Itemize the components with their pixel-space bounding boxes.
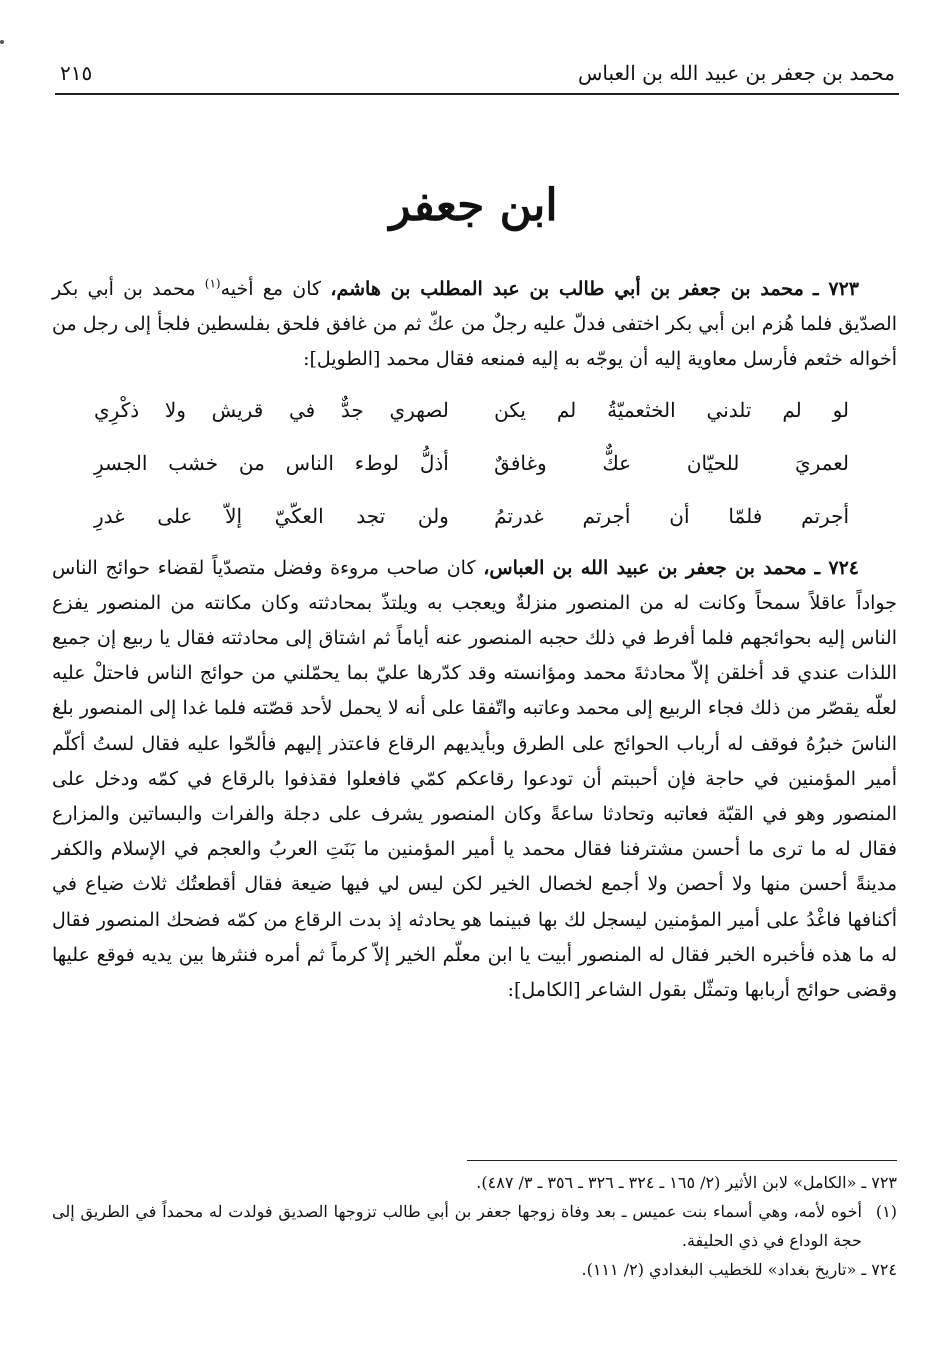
entry-723-number: ٧٢٣ ـ (813, 278, 860, 300)
footnote-ref-724: ٧٢٤ ـ «تاريخ بغداد» للخطيب البغدادي (٢/ ١١١). (581, 1260, 897, 1279)
entry-723 (52, 272, 897, 378)
entry-723-name: محمد بن جعفر بن أبي طالب بن عبد المطلب بن هاشم، (330, 278, 804, 300)
chapter-title: ابن جعفر (389, 180, 558, 231)
main-text (52, 272, 897, 1008)
page-number: ٢١٥ (60, 61, 93, 85)
footnotes (52, 1168, 897, 1284)
verse-second-hemistich: ولن تجد العكّيّ إلاّ على غدرِ (94, 503, 449, 528)
running-title: محمد بن جعفر بن عبيد الله بن العباس (577, 61, 895, 85)
verse-second-hemistich: لصهري جدٌّ في قريش ولا ذكْرِي (94, 397, 449, 422)
poem-verse (52, 490, 897, 543)
poem (52, 384, 897, 543)
entry-724-number: ٧٢٤ ـ (814, 556, 859, 579)
entry-723-text-a: كان مع أخيه (220, 278, 331, 300)
footnote-ref-723: ٧٢٣ ـ «الكامل» لابن الأثير (٢/ ١٦٥ ـ ٣٢٤ ـ ٣٢٦ ـ ٣٥٦ ـ ٣/ ٤٨٧). (476, 1173, 897, 1192)
entry-724-text: كان صاحب مروءة وفضل متصدّياً لقضاء حوائج الناس جواداً عاقلاً سمحاً وكانت له من المنصور منزلةٌ ويعجب به ويلتذّ بمحادثته وكان مكانته من المنصور يفزع الناس إليه بحوائجهم فلما أفرط في ذلك حجبه المنصور عنه أياماً ثم اشتاق إلى محادثته فقال يا ربيع إن جميع اللذات عندي قد أخلقن إلاّ محادثةَ محمد ومؤانسته وقد كدّرها عليّ بما يحمّلني من حوائج الناس فاحتلْ عليه لعلّه يقصّر من ذلك فجاء الربيع إلى محمد وعاتبه واتّفقا على أنه لا يحمل لأحد قصّته فلما غدا إلى المنصور بلغ الناسَ خبرُهُ فوقف له أرباب الحوائج على الطرق وبأيديهم الرقاع فاعتذر إليهم فألحّوا عليه فقال لستُ أكلّم أمير المؤمنين في حاجة فإن أحببتم أن تودعوا رقاعكم كمّي فافعلوا فقذفوا بالرقاع في كمّه ودخل على المنصور وهو في القبّة فعاتبه وتحادثا ساعةً وكان المنصور يشرف على دجلة والفرات والبساتين والمزارع فقال له ما ترى ما أحسن مشترفنا فقال محمد يا أمير المؤمنين ما بَنَتِ العربُ والعجم في الإسلام والكفر مدينةً أحسن منها ولا أحصن ولا أجمع لخصال الخير لكن ليس لي فيها ضيعة فقال أقطعتُك ثلاث ضياع في أكنافها فاغْدُ على أمير المؤمنين ليسجل لك بها فبينما هو يحادثه إذ بدت الرقاع من كمّه فضحك المنصور فقال له ما هذه فأخبره الخبر فقال له المنصور أبيت يا ابن معلّم الخير إلاّ كرماً ثم أمره فنثرها بين يديه فوقع عليها وقضى حوائج أربابها وتمثّل بقول الشاعر [الكامل]: (52, 556, 897, 1002)
footnote-1-text: أخوه لأمه، وهي أسماء بنت عميس ـ بعد وفاة زوجها جعفر بن أبي طالب تزوجها الصديق فولدت له محمداً في الطريق إلى حجة الوداع في ذي الحليفة. (52, 1202, 862, 1250)
verse-first-hemistich: لو لم تلدني الخثعميّةُ لم يكن (494, 397, 849, 422)
poem-verse (52, 384, 897, 437)
verse-first-hemistich: أجرتم فلمّا أن أجرتم غدرتمُ (494, 503, 849, 528)
entry-723-text-b: محمد بن أبي بكر الصدّيق فلما هُزم ابن أبي بكر اختفى فدلّ عليه رجلٌ من عكّ ثم من غافق فلحق بفلسطين فلجأ إلى رجل من أخواله خثعم فأرسل معاوية إليه أن يوجّه به إليه فمنعه فقال محمد [الطويل]: (52, 278, 897, 371)
verse-second-hemistich: أذلُّ لوطء الناس من خشب الجسرِ (94, 450, 449, 475)
running-header (60, 58, 895, 88)
scan-speck (0, 40, 4, 44)
entry-724 (52, 551, 897, 1009)
poem-verse (52, 437, 897, 490)
footnote-marker: (١) (204, 276, 221, 291)
entry-724-name: محمد بن جعفر بن عبيد الله بن العباس، (483, 556, 807, 579)
footnote-1 (52, 1197, 897, 1255)
footnote-rule (467, 1160, 897, 1161)
header-rule (55, 93, 899, 95)
footnote-1-number: (١) (875, 1202, 897, 1221)
verse-first-hemistich: لعمريَ للحيّان عكٌّ وغافقٌ (494, 450, 849, 475)
